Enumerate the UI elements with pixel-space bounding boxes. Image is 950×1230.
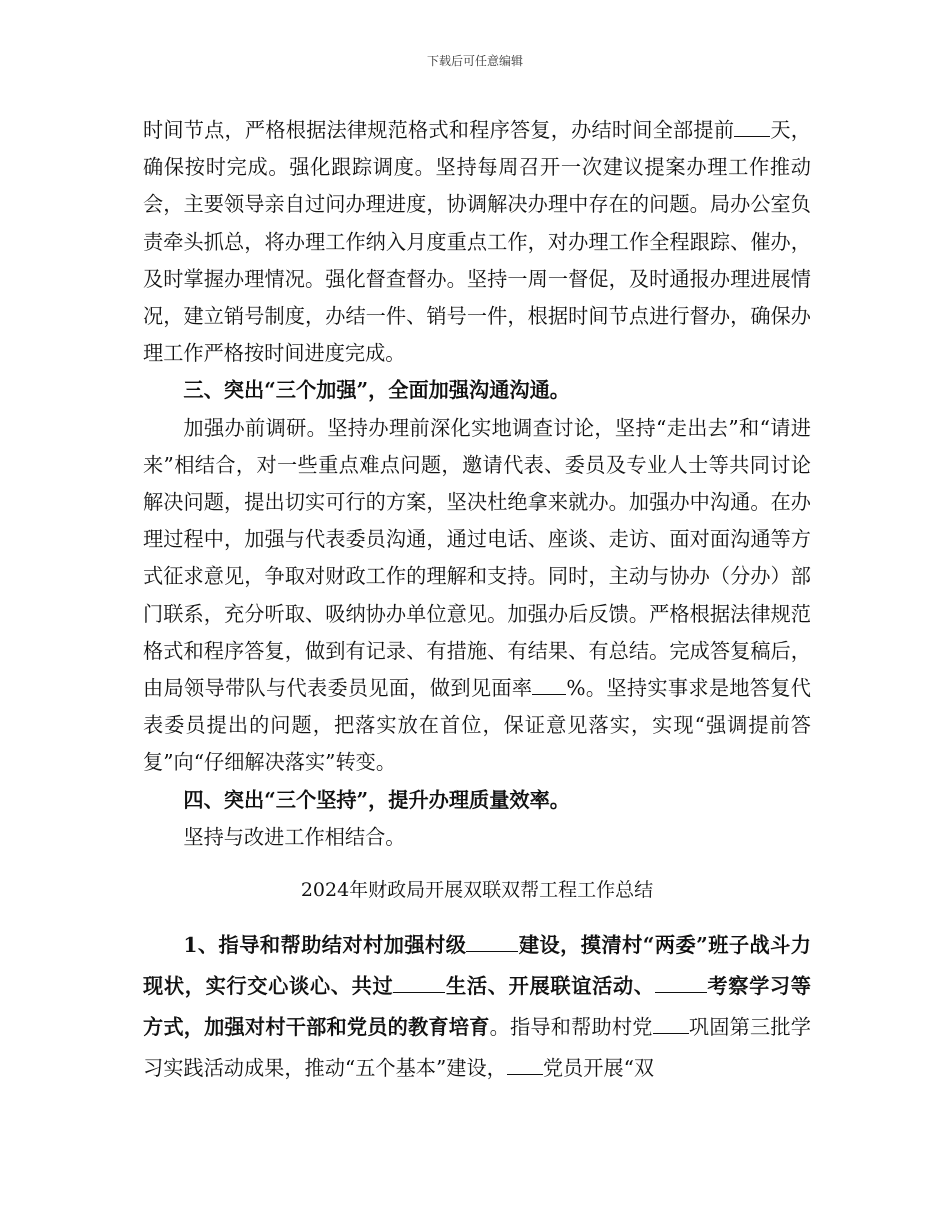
p4-normal-2: 巩固第三批学习实践活动成果，推动“五个基本”建设， [143, 1015, 811, 1081]
paragraph-2-text-b: %。坚持实事求是地答复代表委员提出的问题，把落实放在首位，保证意见落实，实现“强调提前答复”向“仔细解决落实”转变。 [143, 676, 811, 775]
paragraph-2-text-a: 加强办前调研。坚持办理前深化实地调查讨论，坚持“走出去”和“请进来”相结合，对一些重点难点问题，邀请代表、委员及专业人士等共同讨论解决问题，提出切实可行的方案，坚决杜绝拿来就办。加强办中沟通。在办理过程中，加强与代表委员沟通，通过电话、座谈、走访、面对面沟通等方式征求意见，争取对财政工作的理解和支持。同时，主动与协办（分办）部门联系，充分听取、吸纳协办单位意见。加强办后反馈。严格根据法律规范格式和程序答复，做到有记录、有措施、有结果、有总结。完成答复稿后，由局领导带队与代表委员见面，做到见面率 [143, 415, 811, 701]
p4-bold-1: 1、指导和帮助结对村加强村级 [183, 933, 467, 958]
section-heading-3: 三、突出“三个加强”，全面加强沟通沟通。 [183, 378, 570, 403]
blank-4 [653, 1014, 689, 1034]
paragraph-1 [143, 112, 811, 372]
blank-rate [532, 675, 566, 695]
blank-2 [393, 973, 445, 993]
blank-5 [507, 1055, 543, 1075]
p4-bold-4: 考察学习等方式，加强对村干部和党员的教育培育 [143, 974, 811, 1040]
paragraph-1-text-a: 时间节点，严格根据法律规范格式和程序答复，办结时间全部提前 [143, 118, 735, 142]
p4-normal-3: 党员开展“双 [542, 1056, 655, 1081]
paragraph-2 [143, 410, 811, 782]
section-heading-4: 四、突出“三个坚持”，提升办理质量效率。 [183, 787, 570, 812]
p4-bold-3: 生活、开展联谊活动、 [445, 974, 655, 999]
document-body [143, 112, 811, 1089]
p4-normal-1: 。指导和帮助村党 [489, 1015, 653, 1040]
paragraph-3: 坚持与改进工作相结合。 [183, 824, 406, 849]
p4-bold-2: 建设，摸清村“两委”班子战斗力现状，实行交心谈心、共过 [143, 933, 811, 999]
paragraph-1-text-b: 天，确保按时完成。强化跟踪调度。坚持每周召开一次建议提案办理工作推动会，主要领导亲自过问办理进度，协调解决办理中存在的问题。局办公室负责牵头抓总，将办理工作纳入月度重点工作，对办理工作全程跟踪、催办，及时掌握办理情况。强化督查督办。坚持一周一督促，及时通报办理进展情况，建立销号制度，办结一件、销号一件，根据时间节点进行督办，确保办理工作严格按时间进度完成。 [143, 118, 811, 366]
paragraph-4 [143, 925, 811, 1089]
blank-days [734, 117, 770, 137]
document-title: 2024年财政局开展双联双帮工程工作总结 [300, 879, 654, 902]
blank-1 [466, 932, 518, 952]
blank-3 [655, 973, 707, 993]
header-note: 下载后可任意编辑 [426, 54, 523, 68]
